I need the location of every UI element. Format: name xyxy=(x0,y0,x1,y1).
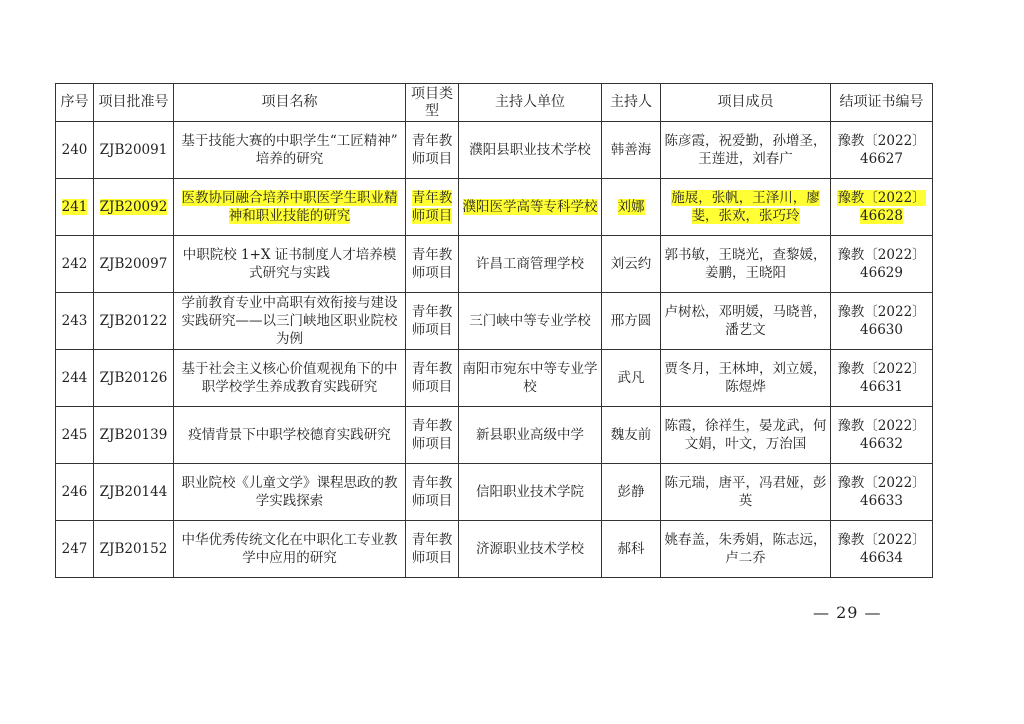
cell-project-name: 医教协同融合培养中职医学生职业精神和职业技能的研究 xyxy=(174,179,406,236)
table-row xyxy=(56,236,933,293)
cell-approval-number: ZJB20139 xyxy=(94,407,174,464)
cell-host-unit: 济源职业技术学校 xyxy=(459,521,602,578)
cell-host: 韩善海 xyxy=(602,122,661,179)
cell-project-type: 青年教师项目 xyxy=(406,179,459,236)
table-row xyxy=(56,521,933,578)
cell-approval-number: ZJB20144 xyxy=(94,464,174,521)
table-body xyxy=(56,122,933,578)
cell-certificate-number: 豫教〔2022〕46629 xyxy=(831,236,933,293)
cell-host-unit: 信阳职业技术学院 xyxy=(459,464,602,521)
cell-project-name: 职业院校《儿童文学》课程思政的教学实践探索 xyxy=(174,464,406,521)
table-header xyxy=(56,84,933,122)
cell-host-unit: 濮阳医学高等专科学校 xyxy=(459,179,602,236)
cell-project-type: 青年教师项目 xyxy=(406,407,459,464)
table-row xyxy=(56,293,933,350)
cell-members: 卢树松，邓明媛，马晓普，潘艺文 xyxy=(661,293,831,350)
cell-index: 244 xyxy=(56,350,94,407)
cell-host: 武凡 xyxy=(602,350,661,407)
page-number: — 29 — xyxy=(813,603,882,622)
header-host-unit: 主持人单位 xyxy=(459,84,602,122)
cell-project-name: 基于社会主义核心价值观视角下的中职学校学生养成教育实践研究 xyxy=(174,350,406,407)
cell-approval-number: ZJB20092 xyxy=(94,179,174,236)
cell-members: 贾冬月，王林坤，刘立媛，陈煜烨 xyxy=(661,350,831,407)
header-row xyxy=(56,84,933,122)
cell-certificate-number: 豫教〔2022〕46631 xyxy=(831,350,933,407)
cell-project-name: 中职院校 1+X 证书制度人才培养模式研究与实践 xyxy=(174,236,406,293)
cell-host: 刘云约 xyxy=(602,236,661,293)
cell-members: 陈霞，徐祥生，晏龙武，何文娟，叶文，万治国 xyxy=(661,407,831,464)
cell-project-name: 中华优秀传统文化在中职化工专业教学中应用的研究 xyxy=(174,521,406,578)
cell-members: 姚春盖，朱秀娟，陈志远，卢二乔 xyxy=(661,521,831,578)
cell-members: 施展，张帆，王泽川，廖斐，张欢，张巧玲 xyxy=(661,179,831,236)
header-project-name: 项目名称 xyxy=(174,84,406,122)
cell-host-unit: 许昌工商管理学校 xyxy=(459,236,602,293)
cell-certificate-number: 豫教〔2022〕46633 xyxy=(831,464,933,521)
cell-index: 240 xyxy=(56,122,94,179)
header-index: 序号 xyxy=(56,84,94,122)
cell-approval-number: ZJB20122 xyxy=(94,293,174,350)
cell-project-type: 青年教师项目 xyxy=(406,293,459,350)
cell-certificate-number: 豫教〔2022〕46632 xyxy=(831,407,933,464)
cell-certificate-number: 豫教〔2022〕46628 xyxy=(831,179,933,236)
table-row xyxy=(56,464,933,521)
cell-host-unit: 南阳市宛东中等专业学校 xyxy=(459,350,602,407)
cell-host: 郝科 xyxy=(602,521,661,578)
project-table xyxy=(55,83,933,578)
cell-members: 陈彦霞，祝爱勤，孙增圣，王莲进，刘春广 xyxy=(661,122,831,179)
cell-index: 247 xyxy=(56,521,94,578)
cell-approval-number: ZJB20126 xyxy=(94,350,174,407)
table-row xyxy=(56,122,933,179)
cell-project-type: 青年教师项目 xyxy=(406,521,459,578)
cell-project-type: 青年教师项目 xyxy=(406,350,459,407)
cell-project-name: 基于技能大赛的中职学生“工匠精神” 培养的研究 xyxy=(174,122,406,179)
cell-index: 245 xyxy=(56,407,94,464)
cell-certificate-number: 豫教〔2022〕46630 xyxy=(831,293,933,350)
cell-index: 246 xyxy=(56,464,94,521)
cell-certificate-number: 豫教〔2022〕46634 xyxy=(831,521,933,578)
cell-host: 彭静 xyxy=(602,464,661,521)
table-row xyxy=(56,350,933,407)
cell-certificate-number: 豫教〔2022〕46627 xyxy=(831,122,933,179)
table-row xyxy=(56,179,933,236)
cell-host: 邢方圆 xyxy=(602,293,661,350)
cell-project-type: 青年教师项目 xyxy=(406,464,459,521)
header-members: 项目成员 xyxy=(661,84,831,122)
cell-members: 郭书敏，王晓光，查黎媛，姜鹏，王晓阳 xyxy=(661,236,831,293)
table-row xyxy=(56,407,933,464)
cell-approval-number: ZJB20091 xyxy=(94,122,174,179)
cell-project-type: 青年教师项目 xyxy=(406,236,459,293)
header-approval-number: 项目批准号 xyxy=(94,84,174,122)
cell-host: 刘娜 xyxy=(602,179,661,236)
cell-approval-number: ZJB20152 xyxy=(94,521,174,578)
header-host: 主持人 xyxy=(602,84,661,122)
header-project-type: 项目类型 xyxy=(406,84,459,122)
cell-project-name: 疫情背景下中职学校德育实践研究 xyxy=(174,407,406,464)
cell-approval-number: ZJB20097 xyxy=(94,236,174,293)
cell-host-unit: 濮阳县职业技术学校 xyxy=(459,122,602,179)
cell-index: 242 xyxy=(56,236,94,293)
cell-project-type: 青年教师项目 xyxy=(406,122,459,179)
cell-members: 陈元瑞，唐平，冯君娅，彭英 xyxy=(661,464,831,521)
cell-index: 241 xyxy=(56,179,94,236)
cell-index: 243 xyxy=(56,293,94,350)
cell-host: 魏友前 xyxy=(602,407,661,464)
header-certificate-number: 结项证书编号 xyxy=(831,84,933,122)
cell-project-name: 学前教育专业中高职有效衔接与建设实践研究——以三门峡地区职业院校为例 xyxy=(174,293,406,350)
cell-host-unit: 三门峡中等专业学校 xyxy=(459,293,602,350)
cell-host-unit: 新县职业高级中学 xyxy=(459,407,602,464)
